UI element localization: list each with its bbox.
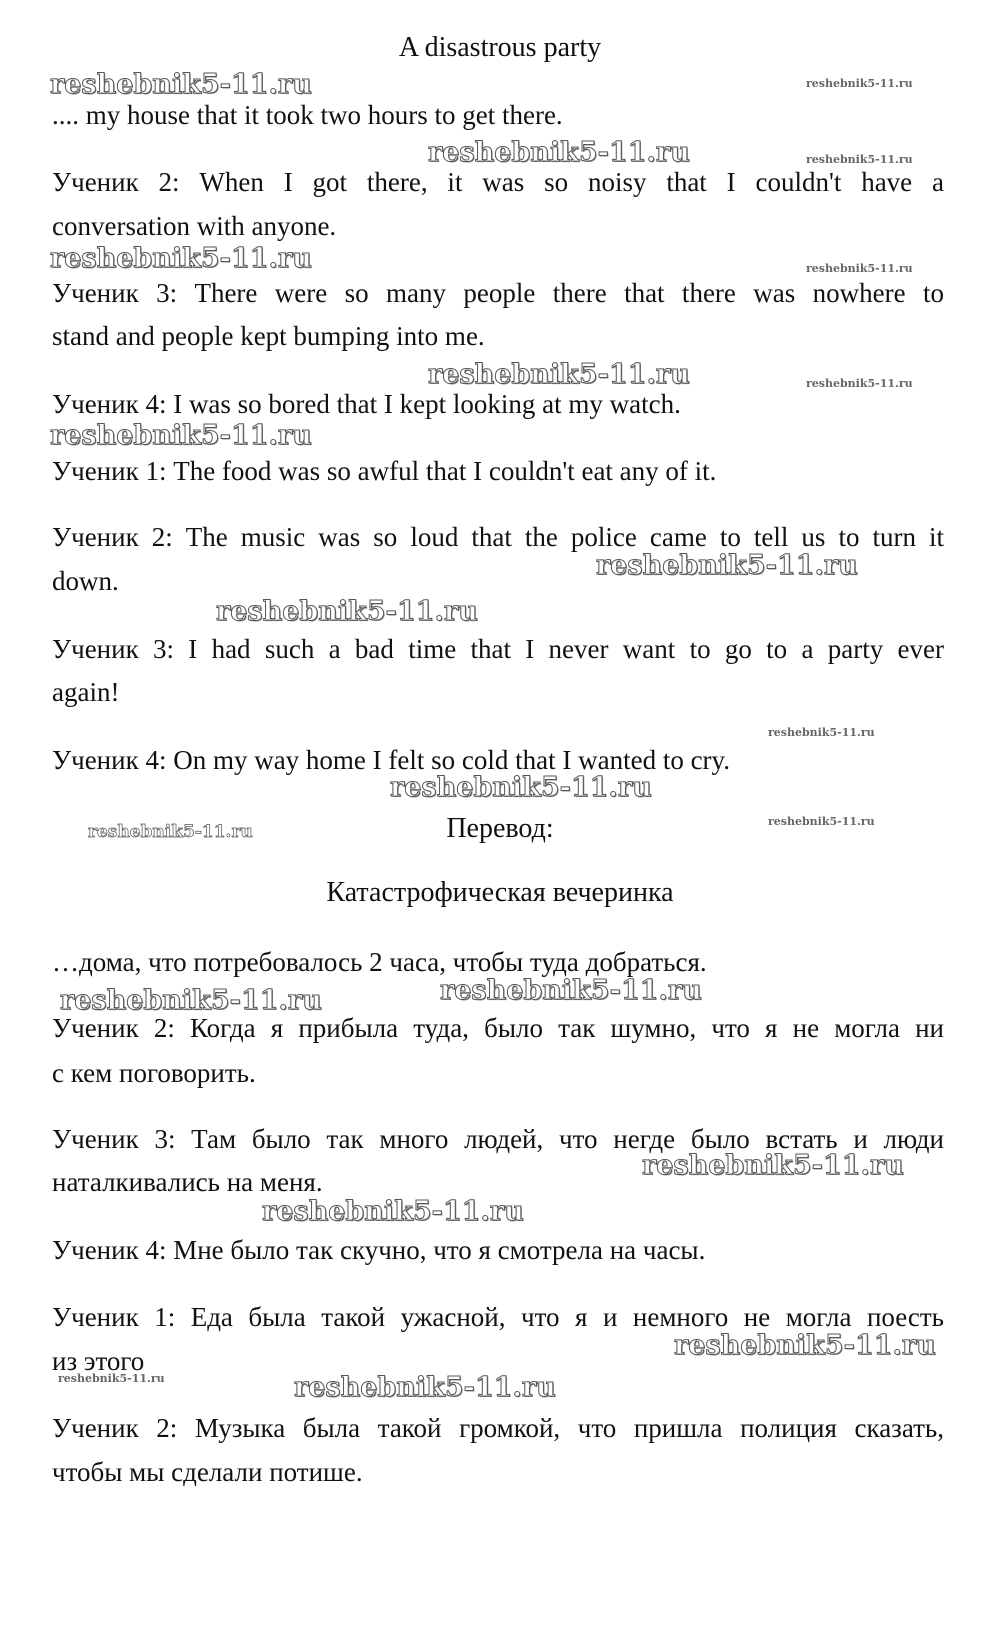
english-intro: .... my house that it took two hours to get there. [52,100,563,130]
english-p2-line1: Ученик 3: There were so many people there that there was nowhere to [52,278,944,308]
translation-heading: Перевод: [446,813,554,844]
translation-p4-line2: из этого [52,1346,145,1376]
translation-p2-line1: Ученик 3: Там было так много людей, что негде было встать и люди [52,1124,944,1154]
watermark: reshebnik5-11.ru [50,69,312,100]
watermark: reshebnik5-11.ru [428,137,690,168]
english-p2-line2: stand and people kept bumping into me. [52,321,485,351]
english-p5-line2: down. [52,566,119,596]
english-p4: Ученик 1: The food was so awful that I couldn't eat any of it. [52,456,717,486]
watermark: reshebnik5-11.ru [262,1196,524,1227]
translation-p1-line2: с кем поговорить. [52,1058,256,1088]
english-p1-line2: conversation with anyone. [52,211,337,241]
watermark: reshebnik5-11.ru [50,420,312,451]
watermark: reshebnik5-11.ru [642,1150,904,1181]
watermark: reshebnik5-11.ru [440,975,702,1006]
english-p6-line2: again! [52,677,120,707]
watermark: reshebnik5-11.ru [596,550,858,581]
watermark-small: reshebnik5-11.ru [768,815,875,828]
watermark-small: reshebnik5-11.ru [806,153,913,166]
translation-p3: Ученик 4: Мне было так скучно, что я смотрела на часы. [52,1235,706,1265]
translation-p1-line1: Ученик 2: Когда я прибыла туда, было так шумно, что я не могла ни [52,1013,944,1043]
watermark: reshebnik5-11.ru [674,1330,936,1361]
translation-p4-line1: Ученик 1: Еда была такой ужасной, что я и немного не могла поесть [52,1302,944,1332]
watermark: reshebnik5-11.ru [50,243,312,274]
watermark-small: reshebnik5-11.ru [58,1372,165,1385]
watermark: reshebnik5-11.ru [294,1372,556,1403]
watermark-small: reshebnik5-11.ru [768,726,875,739]
translation-title: Катастрофическая вечеринка [326,877,674,908]
watermark-medium: reshebnik5-11.ru [88,822,253,842]
english-p6-line1: Ученик 3: I had such a bad time that I never want to go to a party ever [52,634,944,664]
english-title: A disastrous party [398,32,602,63]
english-p3: Ученик 4: I was so bored that I kept looking at my watch. [52,389,681,419]
watermark: reshebnik5-11.ru [390,772,652,803]
watermark-small: reshebnik5-11.ru [806,262,913,275]
translation-p2-line2: наталкивались на меня. [52,1167,323,1197]
translation-p5-line1: Ученик 2: Музыка была такой громкой, что пришла полиция сказать, [52,1413,944,1443]
translation-p5-line2: чтобы мы сделали потише. [52,1457,363,1487]
watermark: reshebnik5-11.ru [60,985,322,1016]
watermark: reshebnik5-11.ru [428,359,690,390]
english-p1-line1: Ученик 2: When I got there, it was so noisy that I couldn't have a [52,167,944,197]
watermark-small: reshebnik5-11.ru [806,377,913,390]
translation-intro: …дома, что потребовалось 2 часа, чтобы туда добраться. [52,947,707,977]
watermark: reshebnik5-11.ru [216,596,478,627]
english-p5-line1: Ученик 2: The music was so loud that the police came to tell us to turn it [52,522,944,552]
english-p7: Ученик 4: On my way home I felt so cold that I wanted to cry. [52,745,731,775]
watermark-small: reshebnik5-11.ru [806,77,913,90]
